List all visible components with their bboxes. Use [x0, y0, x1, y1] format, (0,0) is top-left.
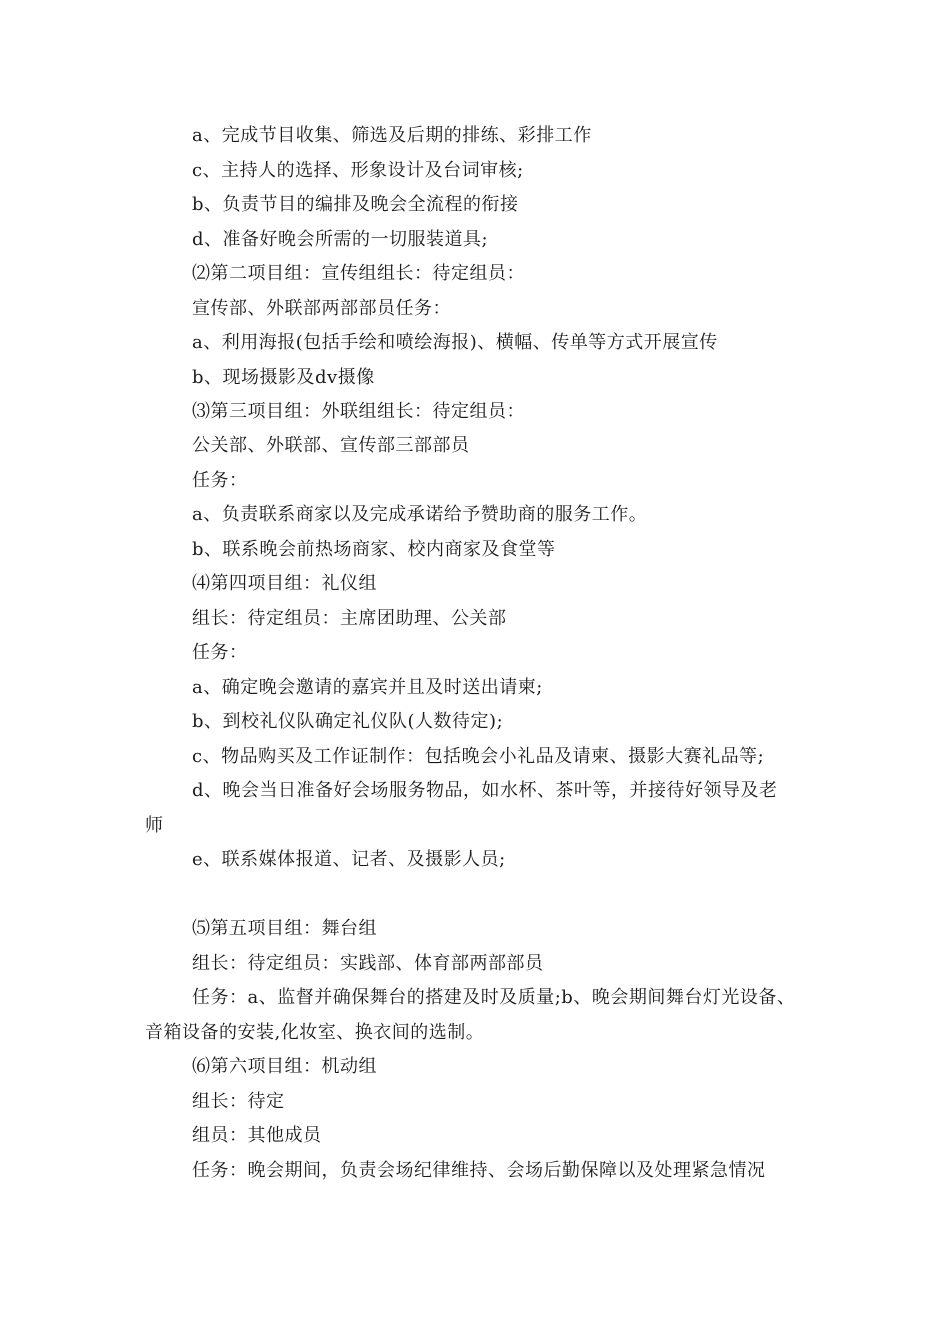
- text-line: 任务：晚会期间，负责会场纪律维持、会场后勤保障以及处理紧急情况: [192, 1160, 766, 1181]
- text-line: ⑸第五项目组：舞台组: [192, 918, 377, 939]
- text-line: a、负责联系商家以及完成承诺给予赞助商的服务工作。: [192, 504, 648, 525]
- text-line: 音箱设备的安装,化妆室、换衣间的选制。: [145, 1022, 485, 1043]
- text-line: ⑷第四项目组：礼仪组: [192, 573, 377, 594]
- text-line: 组长：待定组员：实践部、体育部两部部员: [192, 953, 544, 974]
- text-line: ⑵第二项目组：宣传组组长：待定组员：: [192, 263, 525, 284]
- text-line: a、完成节目收集、筛选及后期的排练、彩排工作: [192, 125, 592, 146]
- text-line: 组长：待定: [192, 1091, 285, 1112]
- text-line: b、负责节目的编排及晚会全流程的衔接: [192, 194, 519, 215]
- text-line: 公关部、外联部、宣传部三部部员: [192, 435, 470, 456]
- text-line: d、准备好晚会所需的一切服装道具;: [192, 229, 489, 250]
- text-line: c、物品购买及工作证制作：包括晚会小礼品及请柬、摄影大赛礼品等;: [192, 746, 765, 767]
- text-line: 宣传部、外联部两部部员任务：: [192, 298, 451, 319]
- text-line: 任务：: [192, 642, 248, 663]
- text-line: b、现场摄影及dv摄像: [192, 367, 375, 388]
- text-line: 任务：: [192, 470, 248, 491]
- text-line: a、利用海报(包括手绘和喷绘海报)、横幅、传单等方式开展宣传: [192, 332, 718, 353]
- text-line: e、联系媒体报道、记者、及摄影人员;: [192, 849, 506, 870]
- text-line: b、到校礼仪队确定礼仪队(人数待定);: [192, 711, 504, 732]
- text-line: 任务：a、监督并确保舞台的搭建及时及质量;b、晚会期间舞台灯光设备、: [192, 987, 796, 1008]
- text-line: 组长：待定组员：主席团助理、公关部: [192, 608, 507, 629]
- text-line: b、联系晚会前热场商家、校内商家及食堂等: [192, 539, 556, 560]
- text-line: d、晚会当日准备好会场服务物品，如水杯、茶叶等，并接待好领导及老: [192, 780, 778, 801]
- text-line: ⑹第六项目组：机动组: [192, 1056, 377, 1077]
- text-line: 师: [145, 815, 164, 836]
- text-line: a、确定晚会邀请的嘉宾并且及时送出请柬;: [192, 677, 543, 698]
- text-line: c、主持人的选择、形象设计及台词审核;: [192, 160, 524, 181]
- text-line: ⑶第三项目组：外联组组长：待定组员：: [192, 401, 525, 422]
- text-line: 组员：其他成员: [192, 1125, 322, 1146]
